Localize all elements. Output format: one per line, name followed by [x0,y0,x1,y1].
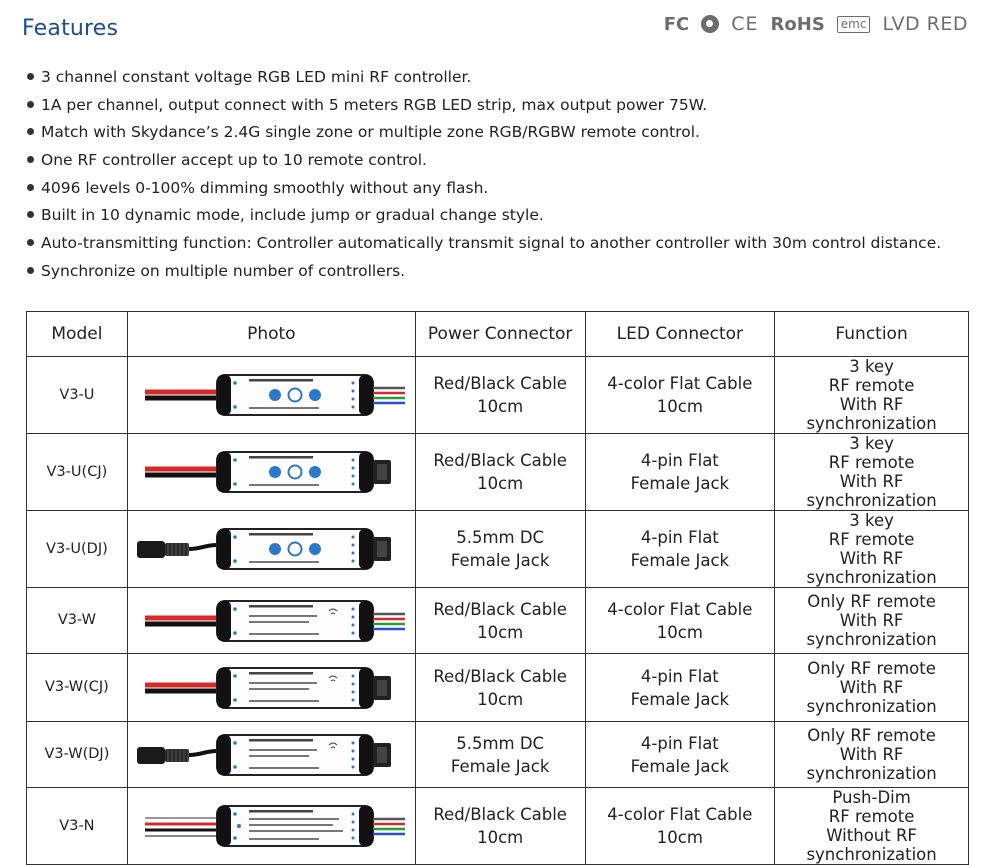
function-cell-line: With RF synchronization [806,745,937,783]
power-connector-cell [415,654,585,722]
lvd-mark: LVD [882,13,921,35]
power-connector-cell-line: Red/Black Cable [433,374,567,393]
power-connector-cell [415,588,585,654]
power-connector-cell [415,434,585,511]
table-row [27,434,969,511]
power-connector-cell-line: 10cm [477,689,524,709]
controller-photo [131,523,411,575]
header-power-connector: Power Connector [415,312,585,357]
function-cell-line: RF remote [828,530,915,549]
function-cell-line: Only RF remote [807,659,936,678]
led-connector-cell-line: 4-color Flat Cable [607,805,753,824]
led-connector-cell-line: Female Jack [630,551,730,570]
photo-cell [127,511,415,588]
model-cell: V3-W [27,588,128,654]
emc-mark: emc [837,16,871,33]
power-connector-cell-line: 10cm [477,474,524,493]
controller-photo [131,662,411,714]
led-connector-cell-line: 4-color Flat Cable [607,599,753,619]
controller-photo [131,369,411,421]
model-cell: V3-N [27,788,128,865]
header-model: Model [27,312,128,357]
led-connector-cell-line: 10cm [656,828,703,847]
function-cell-line: With RF synchronization [806,611,937,649]
led-connector-cell [585,654,775,722]
model-cell: V3-W(DJ) [27,722,128,788]
model-cell: V3-W(CJ) [27,654,128,722]
table-row [27,588,969,654]
led-connector-cell [585,357,775,434]
led-connector-cell-line: 4-color Flat Cable [607,374,753,393]
photo-cell [127,788,415,865]
function-cell-line: 3 key [849,434,894,453]
function-cell [775,511,969,588]
photo-cell [127,722,415,788]
led-connector-cell-line: 10cm [656,622,703,642]
power-connector-cell-line: Red/Black Cable [433,599,567,619]
led-connector-cell-line: 10cm [656,397,703,416]
feature-item: One RF controller accept up to 10 remote control. [27,147,987,175]
table-row [27,357,969,434]
photo-cell [127,588,415,654]
model-cell: V3-U(DJ) [27,511,128,588]
feature-item: Synchronize on multiple number of controllers. [27,258,987,286]
feature-item: 3 channel constant voltage RGB LED mini RF controller. [27,64,987,92]
table-row [27,511,969,588]
power-connector-cell-line: Female Jack [450,551,550,570]
function-cell [775,788,969,865]
power-connector-cell [415,357,585,434]
power-connector-cell-line: Red/Black Cable [433,666,567,686]
led-connector-cell [585,788,775,865]
controller-photo [131,446,411,498]
function-cell-line: Only RF remote [807,726,936,745]
led-connector-cell-line: 4-pin Flat [640,733,719,753]
function-cell-line: With RF synchronization [806,549,937,587]
function-cell-line: RF remote [828,453,915,472]
bullet-icon [27,267,34,274]
feature-item: 1A per channel, output connect with 5 meters RGB LED strip, max output power 75W. [27,92,987,120]
bullet-icon [27,73,34,80]
led-connector-cell [585,722,775,788]
power-connector-cell [415,788,585,865]
controller-photo [131,800,411,852]
ce-mark: CE [731,13,759,35]
certification-logos [664,13,968,35]
photo-cell [127,357,415,434]
header-function: Function [775,312,969,357]
controller-photo [131,595,411,647]
table-row [27,788,969,865]
function-cell-line: Without RF synchronization [806,826,937,864]
header-photo: Photo [127,312,415,357]
led-connector-cell-line: Female Jack [630,689,730,709]
photo-cell [127,654,415,722]
function-cell-line: RF remote [828,376,915,395]
power-connector-cell-line: 5.5mm DC [456,733,545,753]
bullet-icon [27,211,34,218]
function-cell-line: RF remote [828,807,915,826]
model-spec-table [26,311,969,865]
bullet-icon [27,128,34,135]
led-connector-cell [585,511,775,588]
function-cell-line: With RF synchronization [806,472,937,510]
function-cell-line: Only RF remote [807,592,936,611]
function-cell-line: 3 key [849,357,894,376]
led-connector-cell-line: Female Jack [630,474,730,493]
function-cell [775,588,969,654]
function-cell-line: 3 key [849,511,894,530]
function-cell [775,357,969,434]
photo-cell [127,434,415,511]
model-cell: V3-U [27,357,128,434]
controller-photo [131,729,411,781]
certification-circle-icon [701,15,719,33]
function-cell [775,722,969,788]
led-connector-cell-line: 4-pin Flat [640,451,719,470]
feature-item: 4096 levels 0-100% dimming smoothly without any flash. [27,175,987,203]
table-row [27,654,969,722]
led-connector-cell-line: 4-pin Flat [640,528,719,547]
power-connector-cell-line: Female Jack [450,756,550,776]
page-title: Features [22,16,119,41]
feature-item: Match with Skydance’s 2.4G single zone or multiple zone RGB/RGBW remote control. [27,119,987,147]
power-connector-cell-line: Red/Black Cable [433,805,567,824]
function-cell-line: With RF synchronization [806,678,937,716]
rohs-mark: RoHS [770,13,825,35]
function-cell-line: Push-Dim [832,788,911,807]
lvd-red-mark [882,13,968,35]
power-connector-cell-line: 5.5mm DC [456,528,545,547]
led-connector-cell [585,434,775,511]
features-list [27,64,987,286]
header-led-connector: LED Connector [585,312,775,357]
power-connector-cell-line: 10cm [477,622,524,642]
power-connector-cell [415,511,585,588]
function-cell [775,434,969,511]
bullet-icon [27,184,34,191]
bullet-icon [27,239,34,246]
bullet-icon [27,156,34,163]
feature-item: Built in 10 dynamic mode, include jump or gradual change style. [27,202,987,230]
table-row [27,722,969,788]
model-cell: V3-U(CJ) [27,434,128,511]
led-connector-cell-line: Female Jack [630,756,730,776]
power-connector-cell-line: 10cm [477,828,524,847]
led-connector-cell-line: 4-pin Flat [640,666,719,686]
table-header-row [27,312,969,357]
function-cell-line: With RF synchronization [806,395,937,433]
feature-item: Auto-transmitting function: Controller automatically transmit signal to another controller with 30m control distance. [27,230,987,258]
power-connector-cell-line: Red/Black Cable [433,451,567,470]
red-mark: RED [926,13,968,35]
power-connector-cell [415,722,585,788]
function-cell [775,654,969,722]
led-connector-cell [585,588,775,654]
power-connector-cell-line: 10cm [477,397,524,416]
fc-mark: FC [663,13,690,35]
bullet-icon [27,101,34,108]
